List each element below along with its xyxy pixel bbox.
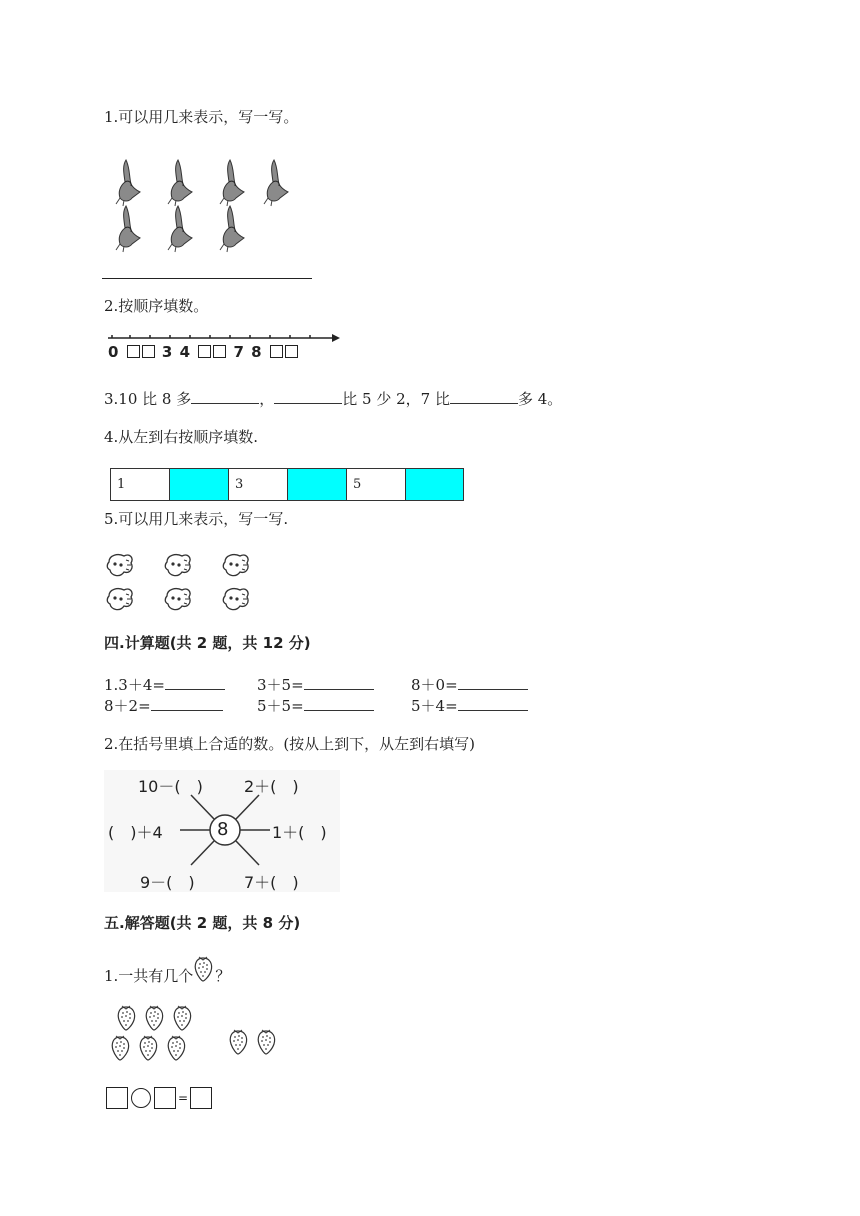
blank-box[interactable]	[285, 345, 298, 358]
calc-item	[257, 695, 374, 716]
goose-icon	[168, 206, 192, 252]
answer-blank[interactable]	[191, 389, 259, 404]
goose-icon	[220, 160, 244, 206]
strawberry-icon	[118, 1006, 134, 1030]
operator-circle[interactable]	[131, 1088, 151, 1108]
sun-center-number: 8	[217, 819, 229, 840]
sun-label: 2＋( )	[244, 777, 299, 796]
answer-blank[interactable]	[450, 389, 518, 404]
goose-group-picture	[104, 152, 304, 256]
equals-sign: =	[178, 1091, 189, 1105]
equation-template	[106, 1086, 212, 1110]
question-3-part: ，	[259, 390, 275, 408]
question-2-text: 2.按顺序填数。	[104, 297, 209, 315]
seq-number: 3	[161, 343, 174, 361]
blank-box[interactable]	[270, 345, 283, 358]
strawberry-icon	[112, 1036, 128, 1060]
sun-label: 10－( )	[138, 777, 203, 796]
strawberry-icon	[193, 955, 215, 985]
answer-blank[interactable]	[458, 696, 528, 711]
goose-icon	[264, 160, 288, 206]
number-sequence	[108, 343, 299, 361]
question-5-1-text	[104, 965, 230, 986]
goose-icon	[116, 160, 140, 206]
question-5-text: 5.可以用几来表示，写一写.	[104, 510, 289, 528]
blank-box[interactable]	[198, 345, 211, 358]
answer-blank[interactable]	[458, 675, 528, 690]
calc-item	[104, 674, 225, 695]
calc-item	[411, 674, 528, 695]
bird-face-icon	[223, 589, 248, 610]
strawberry-icon	[174, 1006, 190, 1030]
sun-label: 9－( )	[140, 873, 195, 892]
calc-expression: 1.3＋4=	[104, 676, 165, 694]
calc-item	[257, 674, 374, 695]
answer-blank[interactable]	[151, 696, 223, 711]
calc-expression: 5＋4=	[411, 697, 458, 715]
question-3-part: 多 4。	[517, 390, 563, 408]
calc-expression: 3＋5=	[257, 676, 304, 694]
strawberry-picture	[108, 1002, 288, 1066]
calc-expression: 5＋5=	[257, 697, 304, 715]
seq-number: 0	[108, 343, 120, 361]
question-5-1-part: ？	[215, 967, 231, 985]
bird-face-icon	[223, 555, 248, 576]
sequence-cell: 3	[228, 468, 288, 501]
strawberry-icon	[230, 1030, 246, 1054]
blank-box[interactable]	[142, 345, 155, 358]
calc-expression: 8＋0=	[411, 676, 458, 694]
question-3-part: 比 5 少 2，7 比	[342, 390, 450, 408]
bird-face-icon	[165, 555, 190, 576]
sun-label: ( )＋4	[108, 823, 163, 842]
sequence-cell: 1	[110, 468, 170, 501]
section-4-heading: 四.计算题(共 2 题，共 12 分)	[104, 634, 311, 652]
sequence-cell-blank[interactable]	[405, 468, 464, 501]
sequence-cell-blank[interactable]	[169, 468, 229, 501]
sequence-cell-blank[interactable]	[287, 468, 347, 501]
goose-icon	[220, 206, 244, 252]
bird-face-icon	[107, 589, 132, 610]
strawberry-icon	[146, 1006, 162, 1030]
sequence-cells	[110, 468, 464, 501]
goose-icon	[116, 206, 140, 252]
bird-face-icon	[107, 555, 132, 576]
question-5-1-part: 1.一共有几个	[104, 967, 194, 985]
answer-box[interactable]	[190, 1087, 212, 1109]
answer-blank[interactable]	[304, 675, 374, 690]
blank-box[interactable]	[213, 345, 226, 358]
calc-expression: 8＋2=	[104, 697, 151, 715]
seq-number: 8	[251, 343, 263, 361]
bird-face-icon	[165, 589, 190, 610]
blank-box[interactable]	[127, 345, 140, 358]
question-4-text: 4.从左到右按顺序填数.	[104, 428, 259, 446]
section-5-heading: 五.解答题(共 2 题，共 8 分)	[104, 914, 301, 932]
calc-item	[411, 695, 528, 716]
question-3-part: 3.10 比 8 多	[104, 390, 192, 408]
question-3-text	[104, 388, 562, 409]
sun-diagram	[104, 770, 340, 892]
strawberry-icon	[140, 1036, 156, 1060]
goose-icon	[168, 160, 192, 206]
answer-blank[interactable]	[304, 696, 374, 711]
sequence-cell: 5	[346, 468, 406, 501]
answer-blank[interactable]	[274, 389, 342, 404]
question-1-text: 1.可以用几来表示，写一写。	[104, 108, 299, 126]
answer-line	[102, 278, 312, 279]
strawberry-icon	[168, 1036, 184, 1060]
bird-face-group-picture	[104, 548, 254, 614]
seq-number: 4	[179, 343, 192, 361]
answer-box[interactable]	[154, 1087, 176, 1109]
seq-number: 7	[233, 343, 245, 361]
sun-label: 7＋( )	[244, 873, 299, 892]
question-4-2-text: 2.在括号里填上合适的数。(按从上到下，从左到右填写)	[104, 735, 476, 753]
answer-box[interactable]	[106, 1087, 128, 1109]
strawberry-icon	[258, 1030, 274, 1054]
answer-blank[interactable]	[165, 675, 225, 690]
calc-item	[104, 695, 223, 716]
sun-label: 1＋( )	[272, 823, 327, 842]
